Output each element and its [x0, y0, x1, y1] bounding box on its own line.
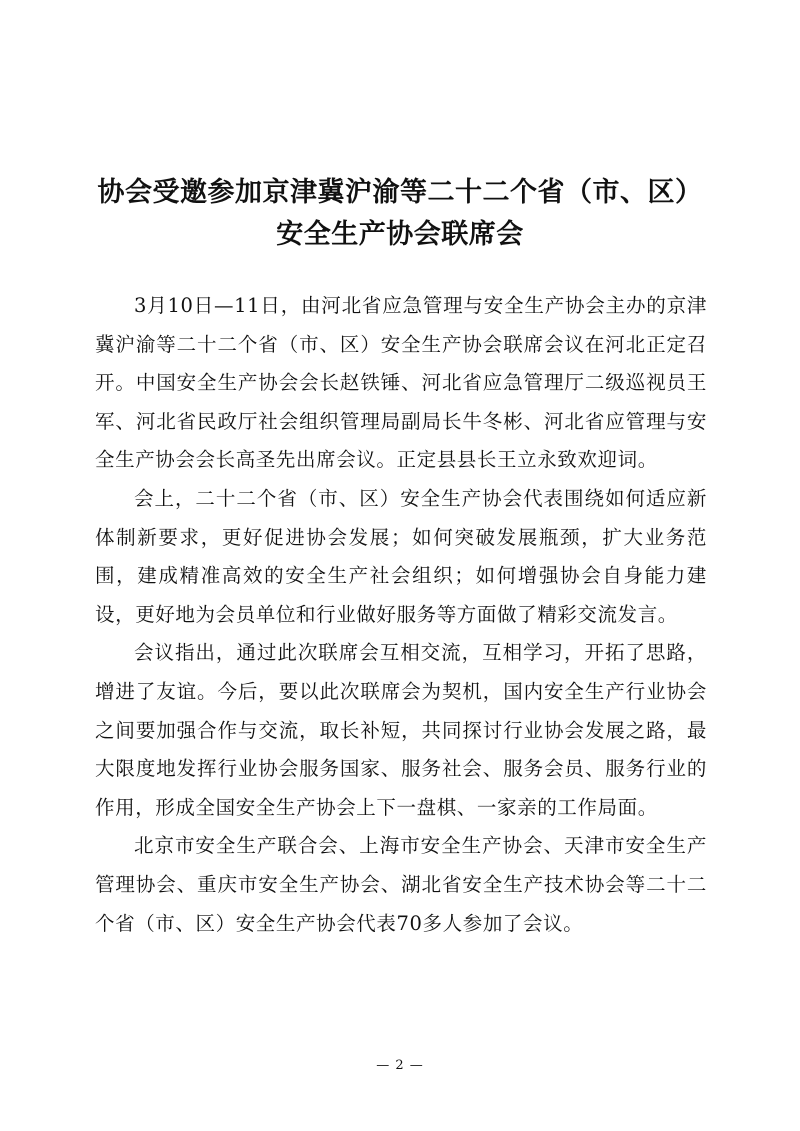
- document-body: [95, 287, 707, 943]
- document-title-line-2: 安全生产协会联席会: [276, 219, 524, 250]
- paragraph-2: 会上，二十二个省（市、区）安全生产协会代表围绕如何适应新体制新要求，更好促进协会发展；如何突破发展瓶颈，扩大业务范围，建成精准高效的安全生产社会组织；如何增强协会自身能力建设，更好地为会员单位和行业做好服务等方面做了精彩交流发言。: [95, 486, 707, 626]
- paragraph-4: 北京市安全生产联合会、上海市安全生产协会、天津市安全生产管理协会、重庆市安全生产协会、湖北省安全生产技术协会等二十二个省（市、区）安全生产协会代表70多人参加了会议。: [95, 834, 707, 935]
- document-title-line-1: 协会受邀参加京津冀沪渝等二十二个省（市、区）: [97, 177, 703, 208]
- page-number: — 2 —: [376, 1058, 424, 1073]
- paragraph-3: 会议指出，通过此次联席会互相交流，互相学习，开拓了思路，增进了友谊。今后，要以此次联席会为契机，国内安全生产行业协会之间要加强合作与交流，取长补短，共同探讨行业协会发展之路，最大限度地发挥行业协会服务国家、服务社会、服务会员、服务行业的作用，形成全国安全生产协会上下一盘棋、一家亲的工作局面。: [95, 641, 707, 819]
- paragraph-1: 3月10日—11日，由河北省应急管理与安全生产协会主办的京津冀沪渝等二十二个省（市、区）安全生产协会联席会议在河北正定召开。中国安全生产协会会长赵铁锤、河北省应急管理厅二级巡视员王军、河北省民政厅社会组织管理局副局长牛冬彬、河北省应管理与安全生产协会会长高圣先出席会议。正定县县长王立永致欢迎词。: [95, 294, 707, 472]
